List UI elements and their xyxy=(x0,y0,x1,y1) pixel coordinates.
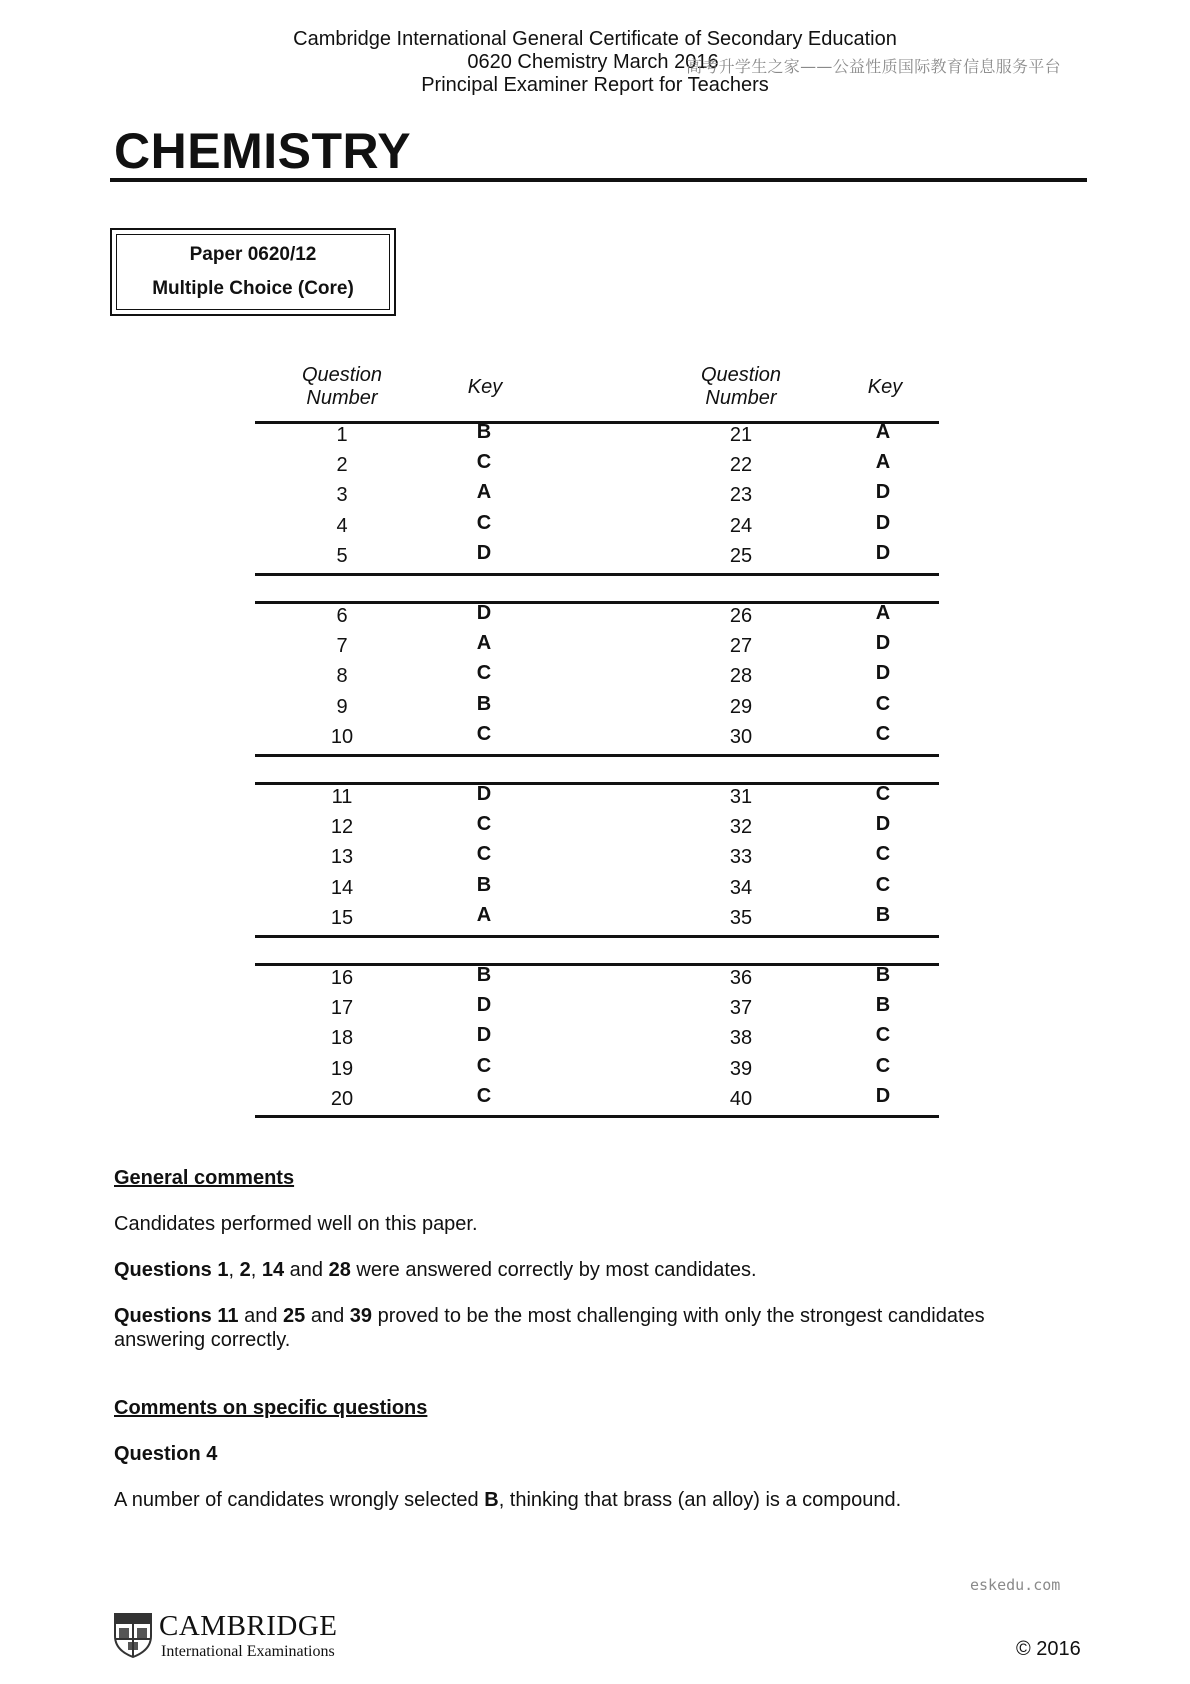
table-rule xyxy=(255,782,939,785)
site-watermark: eskedu.com xyxy=(970,1576,1061,1594)
answer-key: C xyxy=(476,511,492,534)
answer-key: C xyxy=(476,1084,492,1107)
question-number: 18 xyxy=(330,1027,354,1050)
answer-key: C xyxy=(875,722,891,745)
question-number: 32 xyxy=(729,816,753,839)
answer-key: A xyxy=(875,451,891,474)
question-number: 12 xyxy=(330,816,354,839)
answer-key: A xyxy=(875,421,891,443)
title-rule xyxy=(110,178,1087,182)
question-number: 6 xyxy=(336,605,348,627)
answer-key: D xyxy=(476,994,492,1017)
question-number: 14 xyxy=(330,876,354,899)
answer-key: B xyxy=(476,421,492,443)
page-title: CHEMISTRY xyxy=(114,123,412,179)
answer-key: C xyxy=(476,813,492,836)
question-number: 3 xyxy=(336,484,348,507)
question-number: 2 xyxy=(336,454,348,477)
answer-key: C xyxy=(875,843,891,866)
left-key-header: Key xyxy=(467,376,503,398)
paper-code: Paper 0620/12 xyxy=(189,244,317,265)
table-rule xyxy=(255,935,939,938)
answer-key: D xyxy=(875,481,891,504)
question-number: 28 xyxy=(729,665,753,688)
table-rule xyxy=(255,963,939,966)
question-number: 39 xyxy=(729,1057,753,1080)
question-number: 16 xyxy=(330,967,354,989)
question-number: 21 xyxy=(729,424,753,446)
question-number: 35 xyxy=(729,906,753,929)
logo-subtitle: International Examinations xyxy=(161,1643,335,1660)
watermark-text: 高考升学生之家——公益性质国际教育信息服务平台 xyxy=(686,57,1061,76)
right-key-header: Key xyxy=(867,376,903,398)
question-number: 1 xyxy=(336,424,348,446)
answer-key: D xyxy=(875,813,891,836)
answer-key: D xyxy=(476,541,492,564)
question-number: 24 xyxy=(729,514,753,537)
paper-box xyxy=(110,228,396,316)
question-number: 19 xyxy=(330,1057,354,1080)
answer-key: C xyxy=(875,692,891,715)
answer-key: C xyxy=(875,1054,891,1077)
answer-key: B xyxy=(476,692,492,715)
answer-key: A xyxy=(476,903,492,926)
answer-key: C xyxy=(875,1024,891,1047)
answer-key: D xyxy=(875,632,891,655)
answer-key: B xyxy=(476,964,492,986)
question-number: 8 xyxy=(336,665,348,688)
question-number: 7 xyxy=(336,635,348,658)
question-number: 4 xyxy=(336,514,348,537)
question-number: 31 xyxy=(729,786,753,808)
cambridge-shield-icon xyxy=(113,1612,153,1658)
answer-key: C xyxy=(476,843,492,866)
answer-key: D xyxy=(875,511,891,534)
general-comments-heading: General comments xyxy=(114,1167,295,1189)
question-number: 10 xyxy=(330,725,354,748)
logo-name: CAMBRIDGE xyxy=(159,1610,338,1642)
answer-key: C xyxy=(476,722,492,745)
question-number: 26 xyxy=(729,605,753,627)
answer-key: D xyxy=(875,662,891,685)
answer-key: C xyxy=(476,662,492,685)
question-number: 22 xyxy=(729,454,753,477)
header-line-3: Principal Examiner Report for Teachers xyxy=(421,74,769,96)
question-number: 13 xyxy=(330,846,354,869)
paper-name: Multiple Choice (Core) xyxy=(152,278,354,299)
general-comment-2: Questions 1, 2, 14 and 28 were answered correctly by most candidates. xyxy=(114,1259,757,1281)
copyright: © 2016 xyxy=(1016,1638,1081,1660)
question-number: 5 xyxy=(336,544,348,567)
table-rule xyxy=(255,573,939,576)
question-number: 17 xyxy=(330,997,354,1020)
general-comment-3: Questions 11 and 25 and 39 proved to be the most challenging with only the strongest candidates answering correctly. xyxy=(114,1305,985,1351)
answer-key: C xyxy=(875,783,891,805)
question-number: 23 xyxy=(729,484,753,507)
answer-key: D xyxy=(476,1024,492,1047)
general-comment-1: Candidates performed well on this paper. xyxy=(114,1213,478,1235)
question-number: 40 xyxy=(729,1087,753,1110)
answer-key: D xyxy=(476,602,492,624)
answer-key: A xyxy=(476,632,492,655)
question-number: 25 xyxy=(729,544,753,567)
table-rule xyxy=(255,1115,939,1118)
answer-key: D xyxy=(875,541,891,564)
left-question-header: Question Number xyxy=(301,364,383,409)
specific-comments-heading: Comments on specific questions xyxy=(114,1397,428,1419)
answer-key: C xyxy=(875,873,891,896)
question-number: 29 xyxy=(729,695,753,718)
answer-key: B xyxy=(476,873,492,896)
answer-key: D xyxy=(476,783,492,805)
answer-key: D xyxy=(875,1084,891,1107)
question-number: 27 xyxy=(729,635,753,658)
question-number: 11 xyxy=(331,786,353,808)
answer-key: B xyxy=(875,903,891,926)
answer-key: B xyxy=(875,964,891,986)
header-line-2: 0620 Chemistry March 2016 xyxy=(467,51,719,73)
question-number: 20 xyxy=(330,1087,354,1110)
question-number: 38 xyxy=(729,1027,753,1050)
answer-key: B xyxy=(875,994,891,1017)
answer-key: C xyxy=(476,451,492,474)
question-4-comment: A number of candidates wrongly selected B, thinking that brass (an alloy) is a compound. xyxy=(114,1489,902,1511)
question-number: 30 xyxy=(729,725,753,748)
answer-key: A xyxy=(476,481,492,504)
question-number: 36 xyxy=(729,967,753,989)
right-question-header: Question Number xyxy=(700,364,782,409)
question-number: 9 xyxy=(336,695,348,718)
table-rule xyxy=(255,754,939,757)
question-number: 15 xyxy=(330,906,354,929)
question-number: 34 xyxy=(729,876,753,899)
table-rule xyxy=(255,601,939,604)
answer-key: A xyxy=(875,602,891,624)
question-4-heading: Question 4 xyxy=(114,1443,218,1465)
question-number: 33 xyxy=(729,846,753,869)
answer-key: C xyxy=(476,1054,492,1077)
question-number: 37 xyxy=(729,997,753,1020)
header-line-1: Cambridge International General Certificate of Secondary Education xyxy=(293,28,897,50)
